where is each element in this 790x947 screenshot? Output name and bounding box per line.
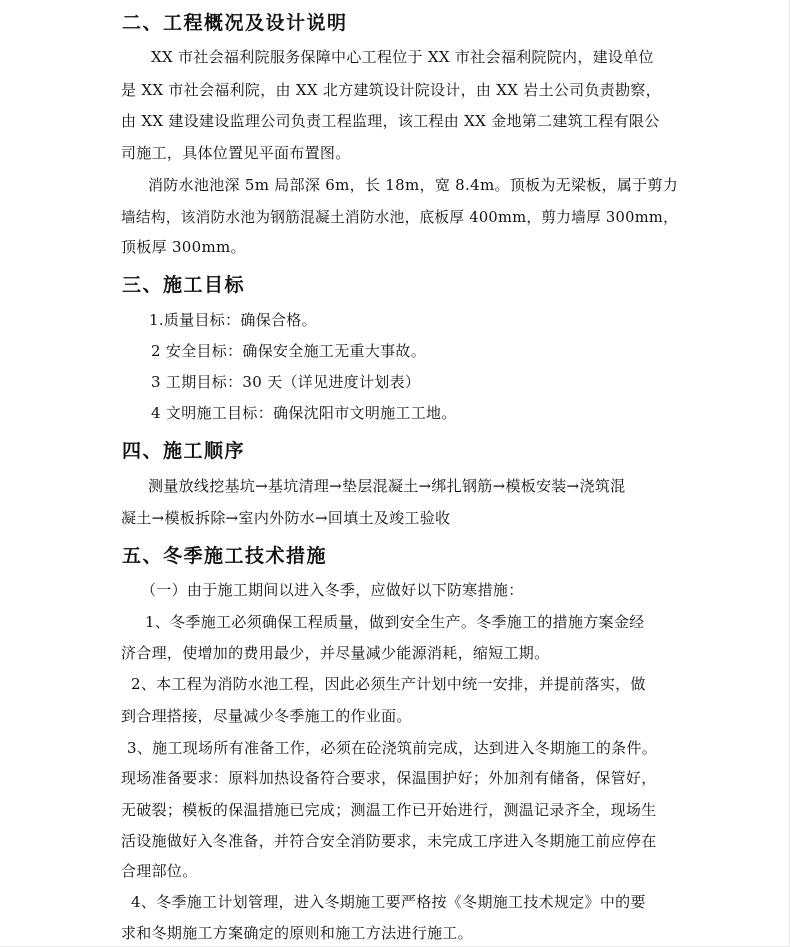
paragraph-line: 司施工，具体位置见平面布置图。: [121, 144, 351, 162]
paragraph-line: （一）由于施工期间以进入冬季，应做好以下防寒措施：: [141, 581, 524, 599]
paragraph-line: 济合理，使增加的费用最少，并尽量减少能源消耗，缩短工期。: [121, 644, 550, 662]
paragraph-line: 由 XX 建设建设监理公司负责工程监理，该工程由 XX 金地第二建筑工程有限公: [121, 112, 660, 130]
section-heading-project-overview: 二、工程概况及设计说明: [122, 12, 348, 34]
goal-item: 1.质量目标：确保合格。: [149, 311, 317, 329]
goal-item: 4 文明施工目标：确保沈阳市文明施工工地。: [151, 404, 457, 422]
paragraph-line: 凝土→模板拆除→室内外防水→回填土及竣工验收: [121, 509, 451, 527]
paragraph-line: 1、冬季施工必须确保工程质量，做到安全生产。冬季施工的措施方案金经: [145, 613, 645, 631]
goal-item: 2 安全目标：确保安全施工无重大事故。: [151, 342, 427, 360]
section-heading-construction-goals: 三、施工目标: [122, 274, 246, 296]
paragraph-line: 活设施做好入冬准备，并符合安全消防要求，未完成工序进入冬期施工前应停在: [121, 832, 657, 850]
paragraph-line: XX 市社会福利院服务保障中心工程位于 XX 市社会福利院院内，建设单位: [151, 48, 654, 66]
goal-item: 3 工期目标：30 天（详见进度计划表）: [151, 373, 421, 391]
paragraph-line: 墙结构，该消防水池为钢筋混凝土消防水池，底板厚 400mm，剪力墙厚 300mm，: [121, 208, 679, 226]
paragraph-line: 是 XX 市社会福利院，由 XX 北方建筑设计院设计，由 XX 岩土公司负责勘察，: [121, 81, 661, 99]
section-heading-construction-sequence: 四、施工顺序: [122, 440, 246, 462]
paragraph-line: 合理部位。: [121, 862, 198, 880]
paragraph-line: 2、本工程为消防水池工程，因此必须生产计划中统一安排，并提前落实，做: [131, 675, 646, 693]
paragraph-line: 测量放线挖基坑→基坑清理→垫层混凝土→绑扎钢筋→模板安装→浇筑混: [148, 477, 626, 495]
paragraph-line: 顶板厚 300mm。: [121, 238, 246, 256]
paragraph-line: 消防水池池深 5m 局部深 6m，长 18m，宽 8.4m。顶板为无梁板，属于剪力: [148, 176, 679, 194]
paragraph-line: 求和冬期施工方案确定的原则和施工方法进行施工。: [121, 924, 473, 942]
paragraph-line: 3、施工现场所有准备工作，必须在砼浇筑前完成，达到进入冬期施工的条件。: [127, 739, 658, 757]
paragraph-line: 无破裂；模板的保温措施已完成；测温工作已开始进行，测温记录齐全，现场生: [121, 801, 657, 819]
section-heading-winter-measures: 五、冬季施工技术措施: [122, 545, 328, 567]
paragraph-line: 现场准备要求：原料加热设备符合要求，保温围护好；外加剂有储备，保管好，: [121, 769, 657, 787]
paragraph-line: 4、冬季施工计划管理，进入冬期施工要严格按《冬期施工技术规定》中的要: [131, 893, 646, 911]
paragraph-line: 到合理搭接，尽量减少冬季施工的作业面。: [121, 707, 412, 725]
